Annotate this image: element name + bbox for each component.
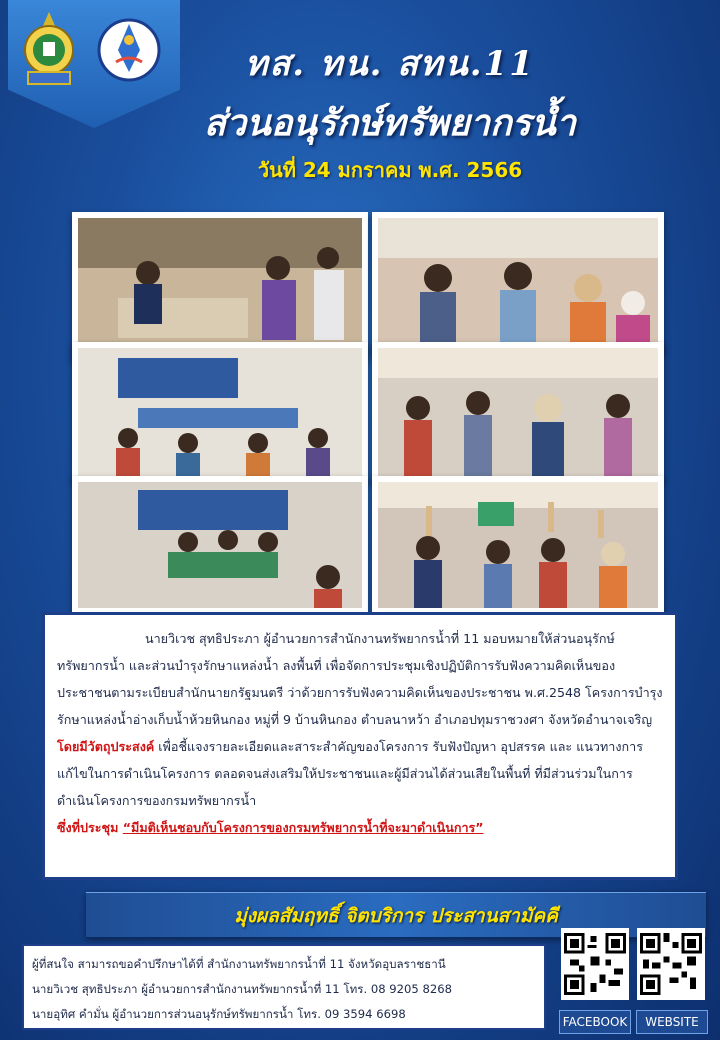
news-content-box	[42, 612, 678, 880]
objective-paragraph	[57, 733, 663, 814]
meeting-presentation-photo	[72, 342, 368, 482]
department-water-resources-logo-icon	[96, 10, 162, 92]
objective-text: เพื่อชี้แจงรายละเอียดและสาระสำคัญของโครงการ รับฟังปัญหา อุปสรรค และ แนวทางการแก้ไขในการดำเนินโครงการ ตลอดจนส่งเสริมให้ประชาชนและผู้มีส่วนได้ส่วนเสียในพื้นที่ ที่มีส่วนร่วมในการดำเนินโครงการของกรมทรัพยากรน้ำ	[57, 739, 643, 808]
contact-line-2: นายวิเวช สุทธิประภา ผู้อำนวยการสำนักงานทรัพยากรน้ำที่ 11 โทร. 08 9205 8268	[32, 982, 452, 996]
audience-raising-hands-photo	[372, 476, 664, 614]
ministry-emblem-icon	[16, 10, 82, 92]
result-text: “มีมติเห็นชอบกับโครงการของกรมทรัพยากรน้ำที่จะมาดำเนินการ”	[122, 820, 484, 835]
slogan-text: มุ่งผลสัมฤทธิ์ จิตบริการ ประสานสามัคคี	[234, 905, 558, 927]
contact-line-3: นายอุทิศ คำมั่น ผู้อำนวยการส่วนอนุรักษ์ทรัพยากรน้ำ โทร. 09 3594 6698	[32, 1007, 406, 1021]
contact-box	[22, 944, 546, 1030]
website-qr-code-icon[interactable]	[637, 928, 705, 1000]
objective-label: โดยมีวัตถุประสงค์	[57, 739, 155, 754]
contact-line-1: ผู้ที่สนใจ สามารถขอคำปรึกษาได้ที่ สำนักงานทรัพยากรน้ำที่ 11 จังหวัดอุบลราชธานี	[32, 957, 446, 971]
officials-table-photo	[72, 476, 368, 614]
meeting-registration-photo	[72, 212, 368, 360]
facebook-link[interactable]: FACEBOOK	[559, 1010, 631, 1034]
villagers-seated-photo	[372, 212, 664, 354]
result-label: ซึ่งที่ประชุม	[57, 820, 123, 835]
news-paragraph: นายวิเวช สุทธิประภา ผู้อำนวยการสำนักงานทรัพยากรน้ำที่ 11 มอบหมายให้ส่วนอนุรักษ์ทรัพยากรน้ำ และส่วนบำรุงรักษาแหล่งน้ำ ลงพื้นที่ เพื่อจัดการประชุมเชิงปฏิบัติการรับฟังความคิดเห็นของประชาชนตามระเบียบสำนักนายกรัฐมนตรี ว่าด้วยการรับฟังความคิดเห็นของประชาชน พ.ศ.2548 โครงการบำรุงรักษาแหล่งน้ำอ่างเก็บน้ำห้วยหินกอง หมู่ที่ 9 บ้านหินกอง ตำบลนาหว้า อำเภอปทุมราชวงศา จังหวัดอำนาจเจริญ	[57, 631, 663, 727]
page-title: ทส. ทน. สทน.11	[245, 44, 535, 84]
facebook-qr-code-icon[interactable]	[561, 928, 629, 1000]
result-paragraph	[57, 814, 663, 841]
audience-listening-photo	[372, 342, 664, 482]
website-link[interactable]: WEBSITE	[636, 1010, 708, 1034]
event-date: วันที่ 24 มกราคม พ.ศ. 2566	[257, 158, 523, 182]
page-subtitle: ส่วนอนุรักษ์ทรัพยากรน้ำ	[204, 102, 576, 144]
